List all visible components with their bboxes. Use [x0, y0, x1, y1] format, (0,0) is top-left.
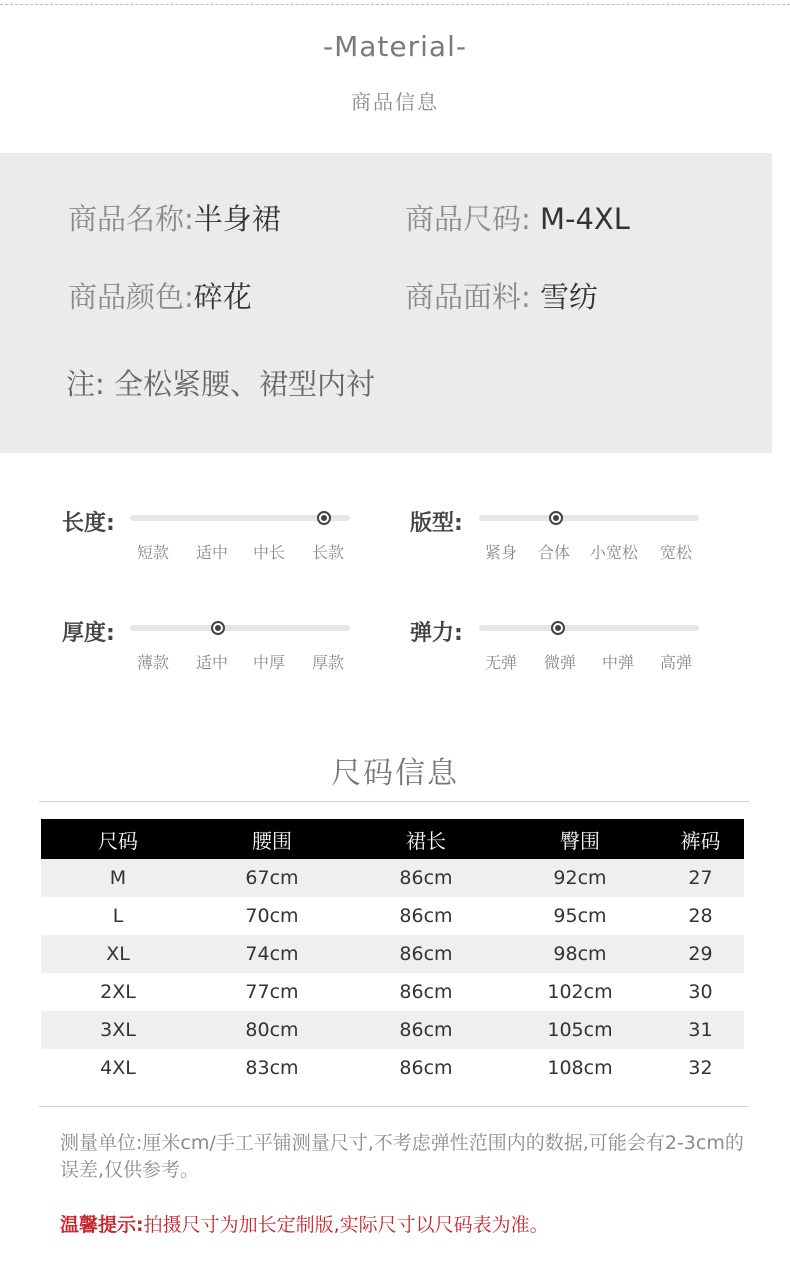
attribute-label: 版型: — [410, 511, 463, 536]
table-header-cell: 臀围 — [560, 828, 600, 853]
table-row — [41, 859, 744, 897]
table-cell: 74cm — [245, 943, 299, 965]
product-color-label: 商品颜色: — [68, 280, 194, 314]
table-cell: 67cm — [245, 867, 299, 889]
table-header-cell: 裤码 — [680, 828, 721, 853]
table-cell: 105cm — [547, 1019, 613, 1041]
table-cell: 31 — [688, 1019, 713, 1041]
table-cell: XL — [106, 943, 130, 965]
table-cell: 32 — [688, 1057, 713, 1079]
table-header-cell: 裙长 — [406, 828, 446, 853]
attribute-label: 弹力: — [410, 621, 463, 646]
table-row — [41, 897, 744, 935]
attribute-indicator — [317, 511, 331, 525]
table-cell: 77cm — [245, 981, 299, 1003]
attribute-label: 厚度: — [62, 621, 115, 646]
attribute-tick: 厚款 — [311, 653, 345, 672]
attribute-track — [479, 515, 699, 521]
product-fabric-label: 商品面料: — [405, 280, 531, 314]
attribute-indicator — [211, 621, 225, 635]
warm-tip — [60, 1210, 549, 1237]
table-cell: 83cm — [245, 1057, 299, 1079]
table-cell: 80cm — [245, 1019, 299, 1041]
measurement-note: 测量单位:厘米cm/手工平铺测量尺寸,不考虑弹性范围内的数据,可能会有2-3cm的误差,仅供参考。 — [60, 1132, 744, 1181]
table-cell: 28 — [688, 905, 713, 927]
table-cell: 86cm — [399, 981, 453, 1003]
table-cell: 70cm — [245, 905, 299, 927]
table-header-cell: 尺码 — [98, 828, 138, 853]
product-size — [405, 197, 630, 238]
warm-tip-label: 温馨提示: — [60, 1214, 144, 1236]
attribute-tick: 小宽松 — [589, 543, 639, 562]
attribute-tick: 宽松 — [659, 543, 693, 562]
table-cell: M — [109, 867, 127, 889]
product-fabric — [405, 275, 598, 316]
table-cell: 95cm — [553, 905, 607, 927]
attribute-tick: 合体 — [537, 543, 571, 562]
table-cell: 102cm — [547, 981, 613, 1003]
attribute-tick: 微弹 — [543, 653, 577, 672]
divider — [39, 1106, 749, 1107]
table-cell: 29 — [688, 943, 713, 965]
attribute-tick: 长款 — [311, 543, 345, 562]
product-color-value: 碎花 — [193, 280, 252, 314]
table-header-cell: 腰围 — [252, 828, 292, 853]
product-name-value: 半身裙 — [193, 202, 281, 236]
size-table — [41, 819, 744, 1087]
product-size-label: 商品尺码: — [405, 202, 531, 236]
table-cell: 86cm — [399, 943, 453, 965]
table-cell: 92cm — [553, 867, 607, 889]
table-cell: 86cm — [399, 867, 453, 889]
attribute-tick: 薄款 — [136, 653, 170, 672]
top-dashed-divider — [0, 4, 790, 5]
table-row — [41, 973, 744, 1011]
table-cell: 108cm — [547, 1057, 613, 1079]
attribute-track — [479, 625, 699, 631]
section-title: -Material- — [323, 30, 467, 63]
table-cell: 98cm — [553, 943, 607, 965]
attribute-tick: 紧身 — [484, 543, 518, 562]
product-name — [68, 197, 281, 238]
attribute-tick: 高弹 — [659, 653, 693, 672]
attribute-tick: 适中 — [195, 543, 229, 562]
table-cell: 86cm — [399, 1019, 453, 1041]
attribute-tick: 中长 — [252, 543, 286, 562]
table-cell: 30 — [688, 981, 713, 1003]
attribute-tick: 适中 — [195, 653, 229, 672]
product-note: 注: 全松紧腰、裙型内衬 — [66, 367, 375, 401]
product-size-value: M-4XL — [540, 202, 630, 236]
product-color — [68, 275, 252, 316]
table-cell: 3XL — [100, 1019, 136, 1041]
table-cell: 27 — [688, 867, 713, 889]
attribute-indicator — [551, 621, 565, 635]
attribute-tick: 中厚 — [252, 653, 286, 672]
table-row — [41, 1049, 744, 1087]
attribute-tick: 短款 — [136, 543, 170, 562]
attribute-track — [130, 625, 350, 631]
table-row — [41, 935, 744, 973]
table-cell: 86cm — [399, 905, 453, 927]
product-name-label: 商品名称: — [68, 202, 194, 236]
attribute-indicator — [549, 511, 563, 525]
table-header-row — [41, 819, 744, 859]
section-subtitle: 商品信息 — [351, 90, 439, 114]
divider — [39, 801, 749, 802]
table-cell: 4XL — [100, 1057, 136, 1079]
size-table-title: 尺码信息 — [331, 756, 459, 791]
table-row — [41, 1011, 744, 1049]
product-fabric-value: 雪纺 — [540, 280, 599, 314]
attribute-tick: 中弹 — [601, 653, 635, 672]
attribute-tick: 无弹 — [484, 653, 518, 672]
table-cell: 2XL — [100, 981, 136, 1003]
table-cell: L — [112, 905, 124, 927]
attribute-label: 长度: — [62, 511, 115, 536]
warm-tip-text: 拍摄尺寸为加长定制版,实际尺寸以尺码表为准。 — [143, 1214, 549, 1236]
table-cell: 86cm — [399, 1057, 453, 1079]
